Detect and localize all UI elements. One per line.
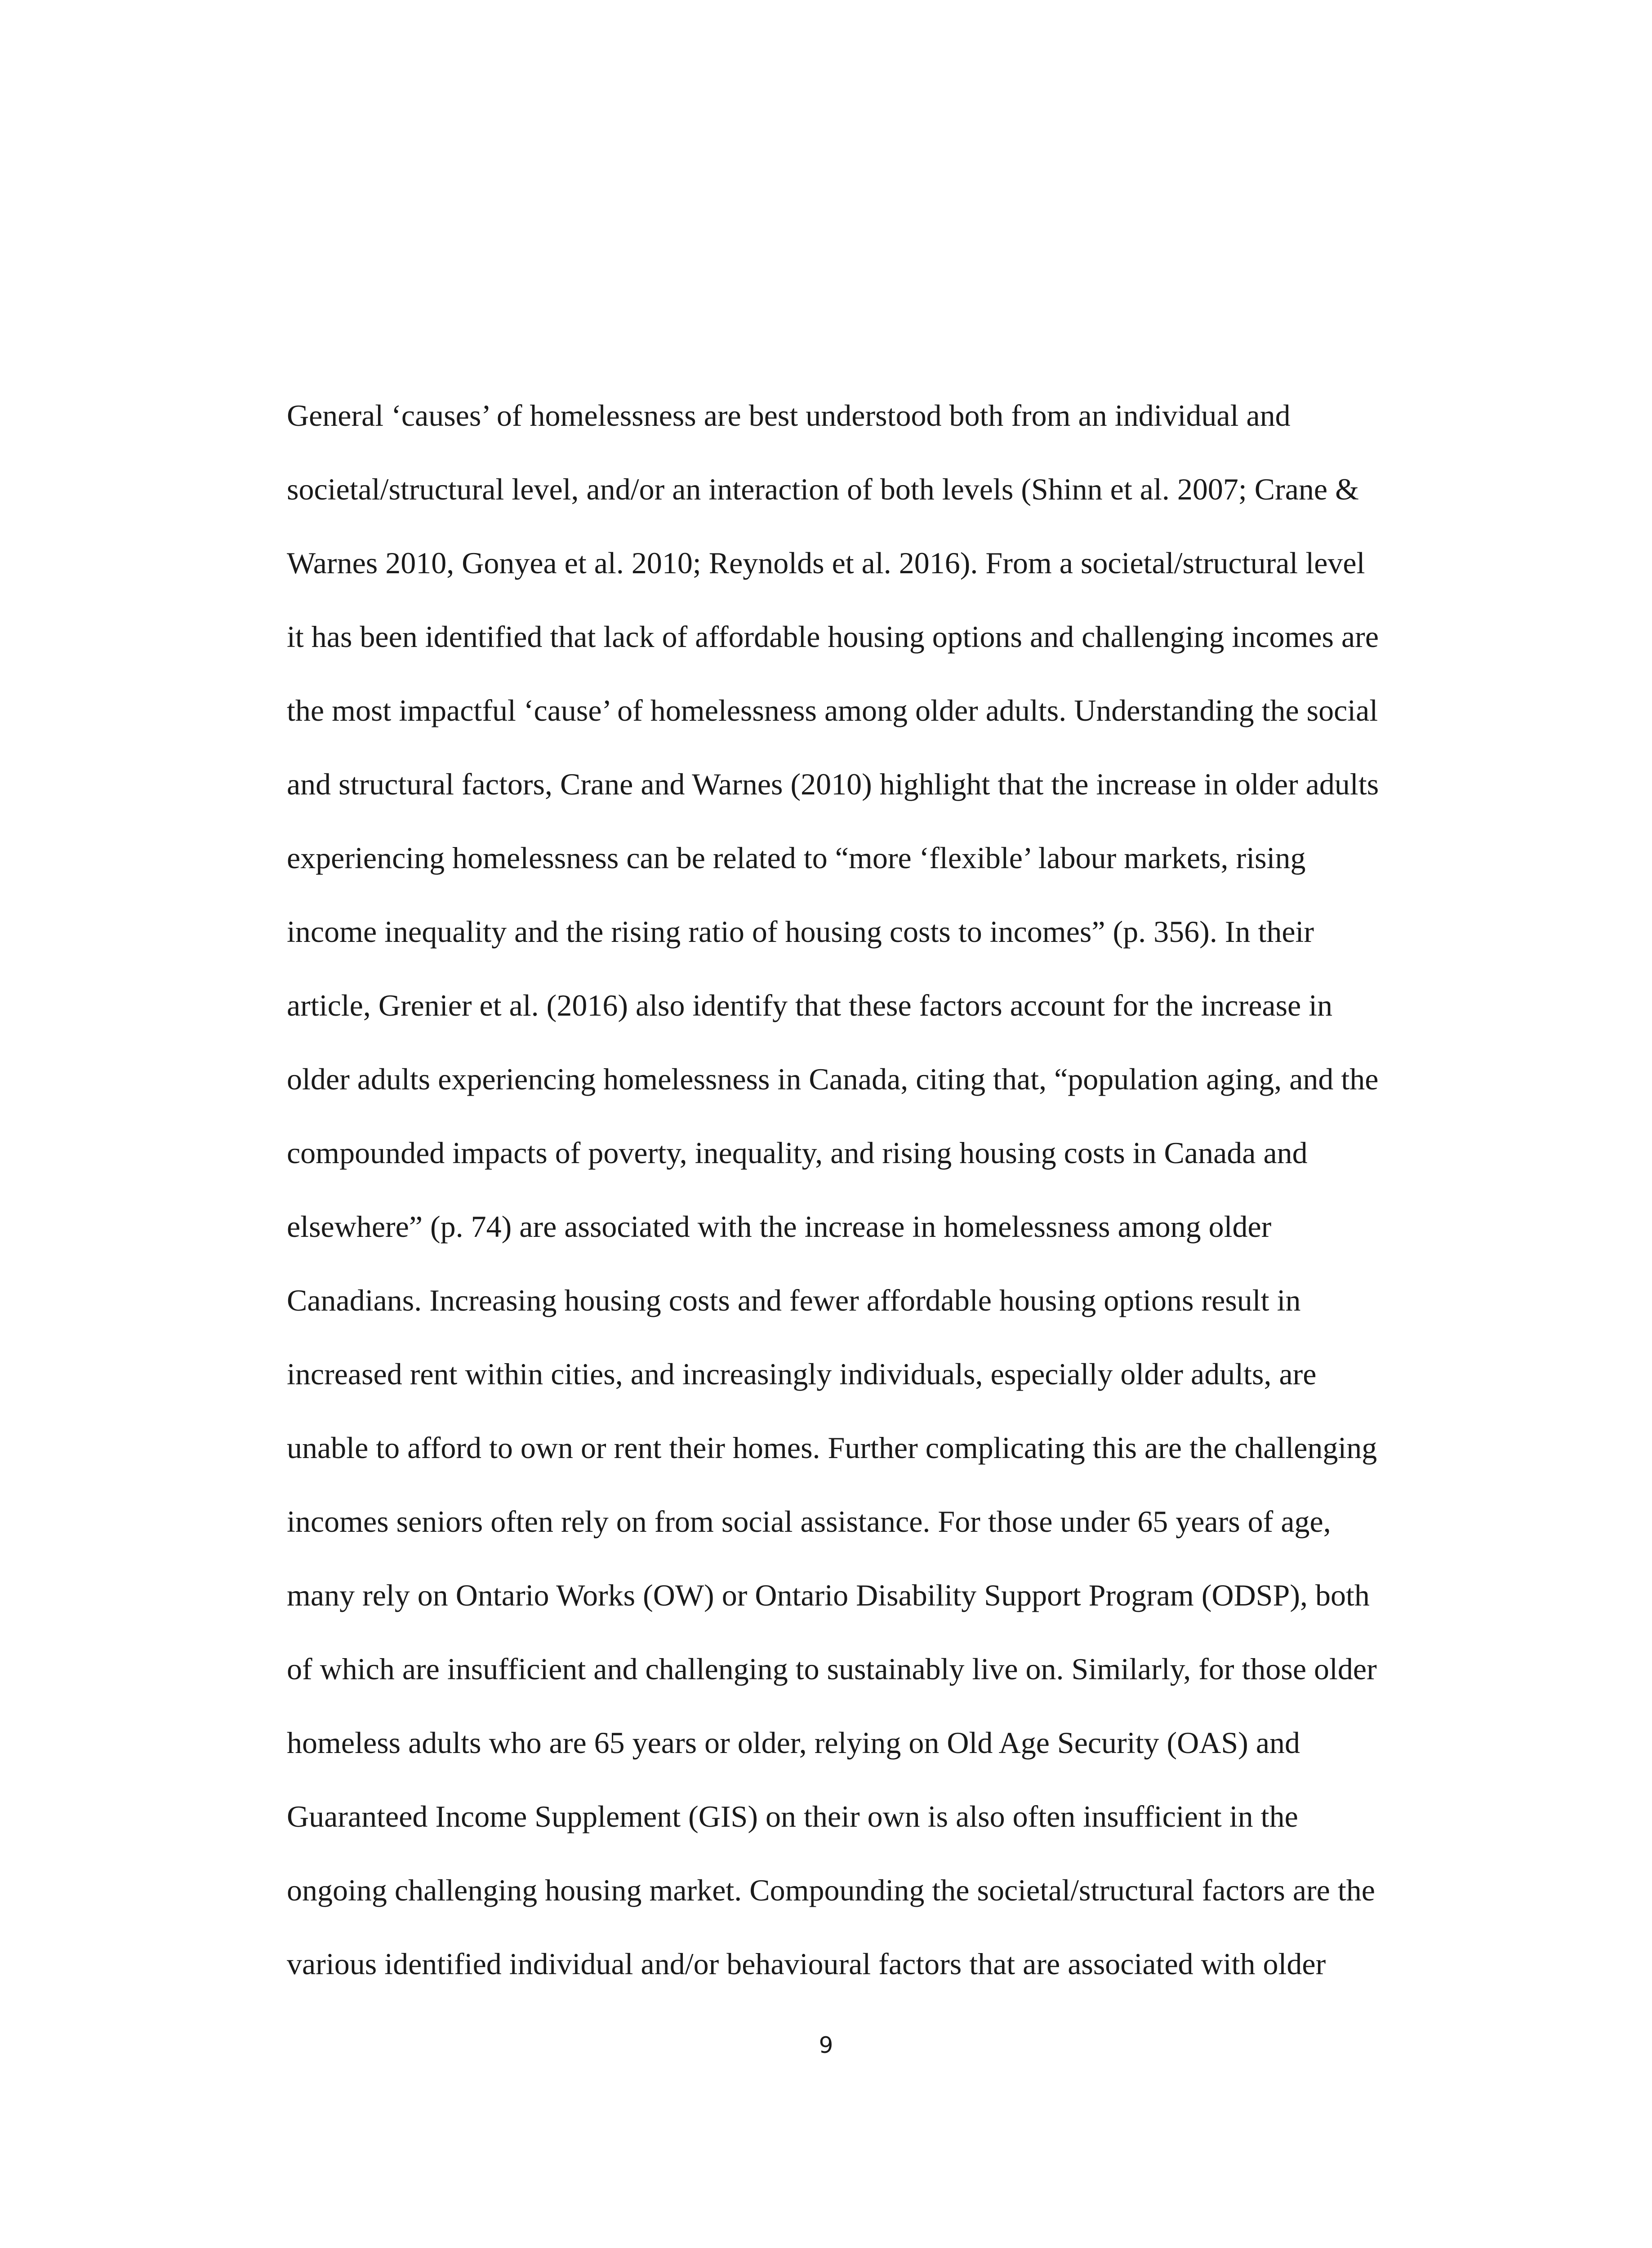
text-line: of which are insufficient and challenging to sustainably live on. Similarly, for those older xyxy=(287,1652,1377,1686)
text-line: elsewhere” (p. 74) are associated with the increase in homelessness among older xyxy=(287,1209,1272,1244)
body-paragraph xyxy=(287,379,1438,2001)
text-line: experiencing homelessness can be related to “more ‘flexible’ labour markets, rising xyxy=(287,841,1306,875)
text-line: Warnes 2010, Gonyea et al. 2010; Reynolds et al. 2016). From a societal/structural level xyxy=(287,546,1365,580)
text-line: older adults experiencing homelessness in Canada, citing that, “population aging, and the xyxy=(287,1062,1379,1096)
text-line: increased rent within cities, and increasingly individuals, especially older adults, are xyxy=(287,1357,1317,1391)
text-line: income inequality and the rising ratio of housing costs to incomes” (p. 356). In their xyxy=(287,914,1314,949)
text-line: article, Grenier et al. (2016) also identify that these factors account for the increase in xyxy=(287,988,1333,1022)
text-line: ongoing challenging housing market. Compounding the societal/structural factors are the xyxy=(287,1873,1375,1907)
page-number: 9 xyxy=(819,2032,833,2058)
text-line: Guaranteed Income Supplement (GIS) on their own is also often insufficient in the xyxy=(287,1799,1298,1833)
text-line: it has been identified that lack of affordable housing options and challenging incomes are xyxy=(287,620,1379,654)
text-line: and structural factors, Crane and Warnes (2010) highlight that the increase in older adults xyxy=(287,767,1379,801)
text-line: societal/structural level, and/or an interaction of both levels (Shinn et al. 2007; Crane & xyxy=(287,472,1359,506)
text-line: incomes seniors often rely on from social assistance. For those under 65 years of age, xyxy=(287,1504,1331,1539)
text-line: various identified individual and/or behavioural factors that are associated with older xyxy=(287,1947,1326,1981)
text-line: General ‘causes’ of homelessness are best understood both from an individual and xyxy=(287,398,1291,433)
text-line: many rely on Ontario Works (OW) or Ontario Disability Support Program (ODSP), both xyxy=(287,1578,1370,1612)
text-line: compounded impacts of poverty, inequality, and rising housing costs in Canada and xyxy=(287,1136,1308,1170)
text-line: homeless adults who are 65 years or older, relying on Old Age Security (OAS) and xyxy=(287,1726,1300,1760)
text-line: Canadians. Increasing housing costs and fewer affordable housing options result in xyxy=(287,1283,1301,1317)
text-line: unable to afford to own or rent their homes. Further complicating this are the challenging xyxy=(287,1431,1377,1465)
text-line: the most impactful ‘cause’ of homelessness among older adults. Understanding the social xyxy=(287,693,1378,727)
